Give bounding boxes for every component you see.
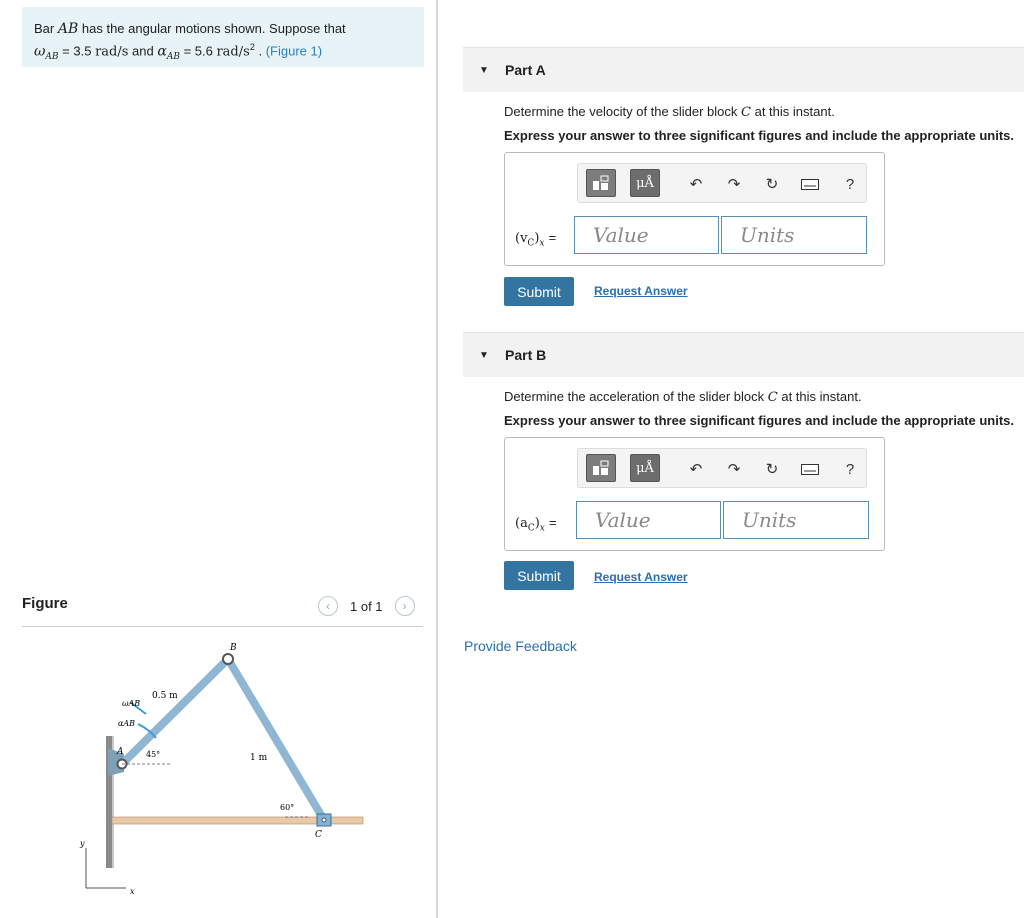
alpha-value: = 5.6 [179, 43, 213, 59]
label-a: A [117, 747, 124, 757]
label-b: B [230, 643, 237, 653]
redo-icon[interactable]: ↷ [727, 176, 741, 193]
math-toolbar [577, 163, 867, 203]
bar-name: AB [57, 21, 79, 37]
part-b-instruction: Express your answer to three significant figures and include the appropriate units. [504, 413, 1014, 428]
chevron-right-icon[interactable]: › [395, 596, 415, 616]
reset-icon[interactable]: ↻ [765, 461, 779, 478]
part-a-header[interactable] [463, 47, 1024, 92]
alpha-symbol: α [157, 43, 167, 60]
panel-divider[interactable] [436, 0, 438, 918]
keyboard-icon[interactable] [800, 174, 820, 194]
help-icon[interactable]: ? [845, 175, 855, 193]
chevron-left-icon[interactable]: ‹ [318, 596, 338, 616]
axis-x-label: x [130, 887, 135, 896]
reset-icon[interactable]: ↻ [765, 176, 779, 193]
part-a-instruction: Express your answer to three significant figures and include the appropriate units. [504, 128, 1014, 143]
part-b-answer-box [504, 437, 885, 551]
figure-link[interactable]: (Figure 1) [265, 43, 323, 59]
part-b-units-input[interactable]: Units [723, 501, 869, 539]
bar-bc [228, 659, 324, 820]
part-a-answer-box [504, 152, 885, 266]
question-text-end: at this instant. [754, 104, 835, 119]
figure-pager [318, 595, 415, 617]
part-a-value-input[interactable]: Value [574, 216, 719, 254]
part-b-submit-button[interactable]: Submit [504, 561, 574, 590]
figure-title: Figure [22, 595, 68, 612]
alpha-sub: AB [166, 51, 180, 62]
problem-text: Bar [34, 21, 55, 36]
part-b-eq-label: $(a_C)_x$ = [515, 515, 557, 534]
alpha-unit: rad/s [216, 44, 250, 60]
units-button[interactable]: μÅ [630, 169, 660, 197]
collapse-triangle-icon[interactable]: ▼ [479, 64, 489, 76]
label-omega: ωAB [122, 699, 141, 708]
axis-y-label: y [80, 839, 85, 848]
undo-icon[interactable]: ↶ [689, 176, 703, 193]
undo-icon[interactable]: ↶ [689, 461, 703, 478]
question-text: Determine the velocity of the slider block [504, 104, 738, 119]
joint-b [223, 654, 233, 664]
left-panel [0, 0, 436, 918]
problem-statement: Bar AB has the angular motions shown. Suppose that $\omega_{AB} = 3.5$ rad/s and $\alpha_{AB} = 5.6$ rad/$s^2$ . (Figure 1) [22, 7, 424, 67]
keyboard-icon[interactable] [800, 459, 820, 479]
question-text-end: at this instant. [781, 389, 862, 404]
label-c: C [315, 830, 322, 840]
omega-unit: rad/s [95, 44, 129, 60]
and-text: and [132, 43, 154, 59]
label-alpha: αAB [118, 719, 136, 728]
alpha-unit-exp: 2 [249, 42, 255, 52]
figure-divider [22, 626, 423, 627]
bar-ab [122, 659, 228, 764]
question-var: C [767, 390, 778, 405]
redo-icon[interactable]: ↷ [727, 461, 741, 478]
math-toolbar [577, 448, 867, 488]
label-len-bc: 1 m [250, 753, 268, 763]
problem-text-rest: has the angular motions shown. Suppose that [81, 21, 346, 36]
mechanism-figure [60, 636, 370, 898]
collapse-triangle-icon[interactable]: ▼ [479, 349, 489, 361]
part-b-question [504, 389, 862, 405]
question-text: Determine the acceleration of the slider block [504, 389, 765, 404]
omega-symbol: ω [34, 43, 46, 60]
part-a-request-answer[interactable]: Request Answer [594, 284, 688, 298]
omega-sub: AB [45, 51, 59, 62]
part-a-eq-label: $(v_C)_x$ = [515, 230, 557, 249]
provide-feedback-link[interactable]: Provide Feedback [464, 638, 577, 654]
pager-text: 1 of 1 [350, 598, 383, 614]
units-button[interactable]: μÅ [630, 454, 660, 482]
part-b-title: Part B [505, 347, 547, 363]
label-len-ab: 0.5 m [152, 691, 178, 701]
omega-value: = 3.5 [58, 43, 92, 59]
part-b-request-answer[interactable]: Request Answer [594, 570, 688, 584]
help-icon[interactable]: ? [845, 460, 855, 478]
part-a-question [504, 104, 835, 120]
part-b-header[interactable] [463, 332, 1024, 377]
label-angle-a: 45° [146, 750, 161, 759]
question-var: C [741, 105, 751, 120]
part-a-title: Part A [505, 62, 546, 78]
part-a-units-input[interactable]: Units [721, 216, 867, 254]
part-b-value-input[interactable]: Value [576, 501, 721, 539]
part-a-submit-button[interactable]: Submit [504, 277, 574, 306]
label-angle-c: 60° [280, 803, 295, 812]
templates-icon[interactable] [586, 454, 616, 482]
templates-icon[interactable] [586, 169, 616, 197]
